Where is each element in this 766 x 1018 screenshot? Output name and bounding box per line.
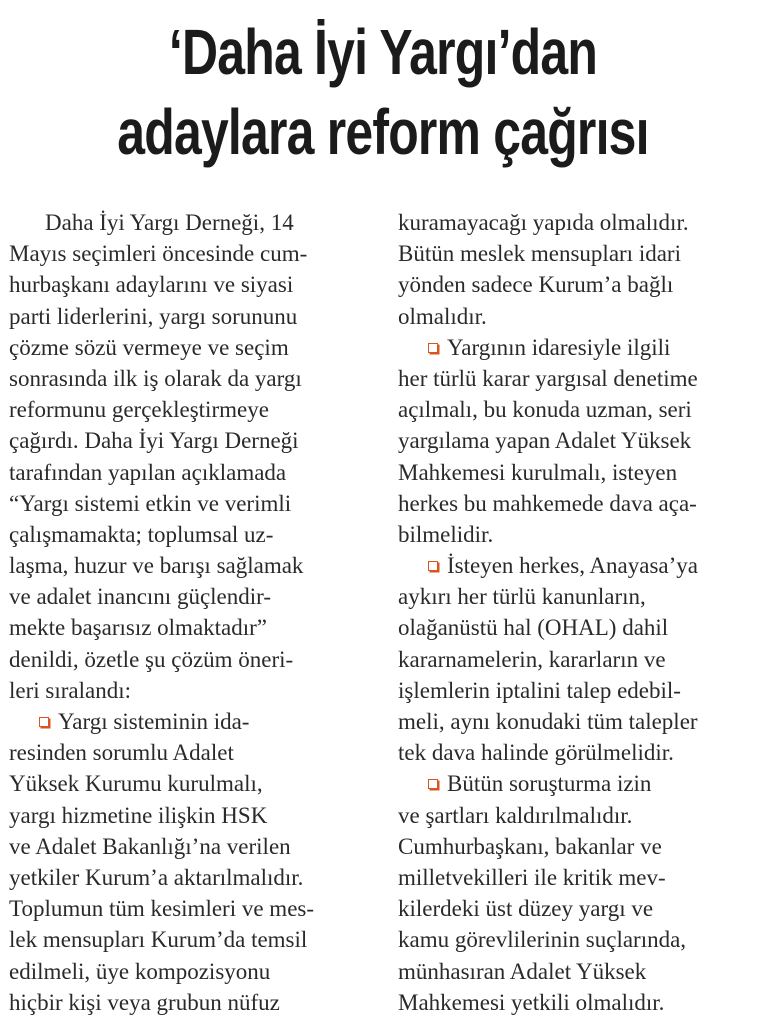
bullet-item-line <box>398 550 760 581</box>
bullet-text: Bütün soruşturma izin <box>447 771 652 797</box>
paragraph-line: herkes bu mahkemede dava aça- <box>398 490 697 516</box>
paragraph-line: münhasıran Adalet Yüksek <box>398 958 647 984</box>
paragraph-line: Bütün meslek mensupları idari <box>398 241 681 267</box>
paragraph-line: ve Adalet Bakanlığı’na verilen <box>9 833 291 859</box>
paragraph-line: işlemlerin iptalini talep edebil- <box>398 677 681 703</box>
paragraph-line: her türlü karar yargısal denetime <box>398 365 698 391</box>
bullet-square-icon <box>428 779 438 789</box>
bullet-text: Yargının idaresiyle ilgili <box>447 334 671 360</box>
paragraph-line: leri sıralandı: <box>9 677 131 703</box>
paragraph-line: Mayıs seçimleri öncesinde cum- <box>9 241 308 267</box>
paragraph-line: ve şartları kaldırılmalıdır. <box>398 802 633 828</box>
paragraph-line: laşma, huzur ve barışı sağlamak <box>9 553 304 579</box>
article-column-right <box>398 207 760 1018</box>
paragraph-line: reformunu gerçekleştirmeye <box>9 397 269 423</box>
article-column-left <box>9 207 379 1018</box>
headline-line-1: ‘Daha İyi Yargı’dan <box>168 16 598 88</box>
paragraph-line: yetkiler Kurum’a aktarılmalıdır. <box>9 864 304 890</box>
paragraph-line: kuramayacağı yapıda olmalıdır. <box>398 210 689 235</box>
paragraph-line: kararnamelerin, kararların ve <box>398 646 666 672</box>
paragraph-line: resinden sorumlu Adalet <box>9 740 234 766</box>
paragraph-line: açılmalı, bu konuda uzman, seri <box>398 397 692 423</box>
paragraph-line: yargılama yapan Adalet Yüksek <box>398 428 692 454</box>
paragraph-line: edilmeli, üye kompozisyonu <box>9 958 271 984</box>
paragraph-line: çözme sözü vermeye ve seçim <box>9 334 289 360</box>
paragraph-line: olmalıdır. <box>398 303 487 329</box>
paragraph-line: ve adalet inancını güçlendir- <box>9 584 272 610</box>
bullet-item-line <box>9 706 379 737</box>
headline-line-2: adaylara reform çağrısı <box>117 96 649 168</box>
paragraph-line: kamu görevlilerinin suçlarında, <box>398 927 687 953</box>
paragraph-line: çalışmamakta; toplumsal uz- <box>9 521 274 547</box>
paragraph-line: bilmelidir. <box>398 521 494 547</box>
paragraph-line: hiçbir kişi veya grubun nüfuz <box>9 989 280 1015</box>
bullet-square-icon <box>428 561 438 571</box>
paragraph-line: “Yargı sistemi etkin ve verimli <box>9 490 292 516</box>
paragraph-line: sonrasında ilk iş olarak da yargı <box>9 365 302 391</box>
bullet-square-icon <box>428 343 438 353</box>
paragraph-line: kilerdeki üst düzey yargı ve <box>398 896 654 922</box>
paragraph-line: yönden sadece Kurum’a bağlı <box>398 272 674 298</box>
paragraph-line: tek dava halinde görülmelidir. <box>398 740 674 766</box>
bullet-square-icon <box>39 717 49 727</box>
bullet-text: Yargı sisteminin ida- <box>58 709 250 734</box>
headline <box>84 12 681 172</box>
paragraph-line: yargı hizmetine ilişkin HSK <box>9 802 268 828</box>
paragraph-line: Mahkemesi kurulmalı, isteyen <box>398 459 678 485</box>
paragraph-line: çağırdı. Daha İyi Yargı Derneği <box>9 428 299 454</box>
paragraph-line: hurbaşkanı adaylarını ve siyasi <box>9 272 294 298</box>
paragraph-line: parti liderlerini, yargı sorununu <box>9 303 298 329</box>
paragraph-line: tarafından yapılan açıklamada <box>9 459 287 485</box>
paragraph-line: denildi, özetle şu çözüm öneri- <box>9 646 294 672</box>
paragraph-line: aykırı her türlü kanunların, <box>398 584 646 610</box>
paragraph-line: Cumhurbaşkanı, bakanlar ve <box>398 833 662 859</box>
paragraph-line: Yüksek Kurumu kurulmalı, <box>9 771 263 797</box>
paragraph-line: milletvekilleri ile kritik mev- <box>398 864 666 890</box>
paragraph-line: meli, aynı konudaki tüm talepler <box>398 709 698 734</box>
paragraph-line: Daha İyi Yargı Derneği, 14 <box>45 210 294 235</box>
paragraph-line: Mahkemesi yetkili olmalıdır. <box>398 989 665 1015</box>
bullet-item-line <box>398 332 760 363</box>
paragraph-line: lek mensupları Kurum’da temsil <box>9 927 308 953</box>
bullet-item-line <box>398 768 760 799</box>
paragraph-line: olağanüstü hal (OHAL) dahil <box>398 615 669 641</box>
bullet-text: İsteyen herkes, Anayasa’ya <box>447 553 698 579</box>
paragraph-line: Toplumun tüm kesimleri ve mes- <box>9 896 315 922</box>
paragraph-line: mekte başarısız olmaktadır” <box>9 615 268 641</box>
